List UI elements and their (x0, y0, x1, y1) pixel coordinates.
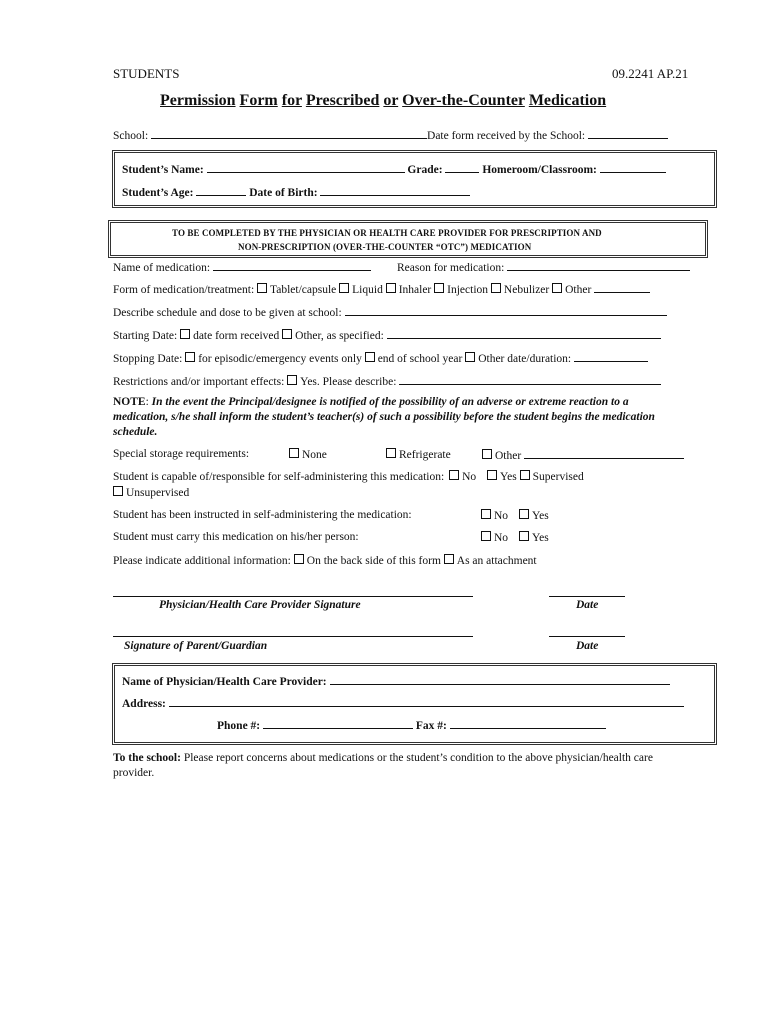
tablet-option: Tablet/capsule (270, 284, 337, 296)
storage-none-label: None (302, 449, 327, 461)
grade-field[interactable] (445, 162, 479, 173)
stopping-date-row (113, 351, 648, 365)
self-admin-yes-checkbox[interactable] (487, 470, 497, 480)
school-field[interactable] (151, 128, 427, 139)
inhaler-checkbox[interactable] (386, 283, 396, 293)
page-title (160, 92, 606, 110)
self-admin-no-label: No (462, 471, 477, 483)
storage-other-checkbox[interactable] (482, 449, 492, 459)
physician-section-box (108, 220, 708, 258)
additional-info-label: Please indicate additional information: (113, 555, 291, 567)
storage-other (482, 448, 684, 462)
medication-name-row (113, 260, 371, 274)
address-field[interactable] (169, 696, 684, 707)
storage-refrigerate (386, 448, 451, 461)
fax-label: Fax #: (415, 720, 447, 732)
other-form-option: Other (565, 284, 592, 296)
back-side-label: On the back side of this form (306, 555, 441, 567)
inhaler-option: Inhaler (398, 284, 432, 296)
address-row (122, 696, 684, 710)
unsupervised-row (113, 486, 189, 499)
instructed-yes-checkbox[interactable] (519, 509, 529, 519)
medication-name-field[interactable] (213, 260, 371, 271)
episodic-checkbox[interactable] (185, 352, 195, 362)
attachment-checkbox[interactable] (444, 554, 454, 564)
phone-label: Phone #: (217, 720, 261, 732)
liquid-option: Liquid (352, 284, 383, 296)
date-received-option: date form received (193, 330, 280, 342)
student-name-field[interactable] (207, 162, 405, 173)
note-label: NOTE (113, 396, 146, 408)
student-name-label: Student’s Name: (122, 164, 204, 176)
schedule-row (113, 305, 667, 319)
instructed-no-checkbox[interactable] (481, 509, 491, 519)
reason-label: Reason for medication: (397, 262, 505, 274)
medication-form-label: Form of medication/treatment: (113, 284, 255, 296)
title-word: Medication (528, 92, 607, 109)
date-received-checkbox[interactable] (180, 329, 190, 339)
footer-label: To the school: (113, 752, 181, 764)
other-form-field[interactable] (594, 282, 650, 293)
note-line3: schedule. (113, 426, 158, 438)
storage-other-field[interactable] (524, 448, 684, 459)
footer-text: Please report concerns about medications or the student’s condition to the above physician/health care (183, 752, 653, 764)
restrictions-field[interactable] (399, 374, 661, 385)
restrictions-label: Restrictions and/or important effects: (113, 376, 285, 388)
restrictions-row (113, 374, 661, 388)
grade-label: Grade: (407, 164, 443, 176)
provider-name-field[interactable] (330, 674, 670, 685)
self-admin-row (113, 470, 584, 483)
title-word: Form (239, 92, 278, 109)
phone-field[interactable] (263, 718, 413, 729)
start-other-field[interactable] (387, 328, 661, 339)
stop-other-field[interactable] (574, 351, 648, 362)
fax-field[interactable] (450, 718, 606, 729)
physician-header-line1: TO BE COMPLETED BY THE PHYSICIAN OR HEALTH CARE PROVIDER FOR PRESCRIPTION AND (172, 228, 602, 238)
physician-signature-label: Physician/Health Care Provider Signature (159, 599, 361, 611)
student-info-box (112, 150, 717, 208)
provider-name-label: Name of Physician/Health Care Provider: (122, 676, 327, 688)
stop-other-checkbox[interactable] (465, 352, 475, 362)
note-line1: NOTE: In the event the Principal/designee is notified of the possibility of an adverse or extreme reaction to a (113, 396, 629, 408)
other-form-checkbox[interactable] (552, 283, 562, 293)
title-word: or (383, 92, 399, 109)
start-other-checkbox[interactable] (282, 329, 292, 339)
carry-yes-checkbox[interactable] (519, 531, 529, 541)
carry-options (481, 531, 549, 544)
title-word: Over-the-Counter (402, 92, 525, 109)
starting-date-label: Starting Date: (113, 330, 178, 342)
episodic-option: for episodic/emergency events only (198, 353, 362, 365)
title-word: Permission (160, 92, 236, 109)
reason-field[interactable] (507, 260, 690, 271)
title-word: Prescribed (305, 92, 380, 109)
footer-note-line2: provider. (113, 767, 155, 779)
storage-none-checkbox[interactable] (289, 448, 299, 458)
phone-fax-row (217, 718, 606, 732)
unsupervised-checkbox[interactable] (113, 486, 123, 496)
attachment-label: As an attachment (456, 555, 537, 567)
homeroom-label: Homeroom/Classroom: (482, 164, 597, 176)
self-admin-yes-label: Yes (500, 471, 517, 483)
schedule-label: Describe schedule and dose to be given at school: (113, 307, 342, 319)
injection-option: Injection (447, 284, 489, 296)
supervised-label: Supervised (532, 471, 584, 483)
parent-date-line[interactable] (549, 636, 625, 637)
end-of-year-checkbox[interactable] (365, 352, 375, 362)
instructed-options (481, 509, 549, 522)
additional-info-row (113, 554, 537, 567)
starting-date-row (113, 328, 661, 342)
physician-signature-line[interactable] (113, 596, 473, 597)
carry-yes-label: Yes (531, 532, 549, 544)
refrigerate-label: Refrigerate (399, 449, 451, 461)
start-other-option: Other, as specified: (295, 330, 384, 342)
student-row-1 (122, 162, 666, 176)
injection-checkbox[interactable] (434, 283, 444, 293)
provider-name-row (122, 674, 670, 688)
unsupervised-label: Unsupervised (126, 487, 190, 499)
schedule-field[interactable] (345, 305, 667, 316)
storage-none (289, 448, 327, 461)
medication-form-row (113, 282, 650, 296)
student-age-label: Student’s Age: (122, 187, 194, 199)
instructed-no-label: No (494, 510, 509, 522)
dob-label: Date of Birth: (249, 187, 318, 199)
parent-signature-line[interactable] (113, 636, 473, 637)
note-line2: medication, s/he shall inform the student’s teacher(s) of such a possibility before the student begins the medication (113, 411, 655, 423)
end-of-year-option: end of school year (377, 353, 463, 365)
physician-header-line2: NON-PRESCRIPTION (OVER-THE-COUNTER “OTC”) MEDICATION (238, 242, 532, 252)
carry-no-checkbox[interactable] (481, 531, 491, 541)
date-received-field[interactable] (588, 128, 668, 139)
restrictions-yes-option: Yes. Please describe: (300, 376, 397, 388)
student-age-field[interactable] (196, 185, 246, 196)
reason-row (397, 260, 690, 274)
note-text: In the event the Principal/designee is notified of the possibility of an adverse or extreme reaction to a (151, 396, 629, 408)
tablet-checkbox[interactable] (257, 283, 267, 293)
school-label: School: (113, 130, 149, 142)
self-admin-label: Student is capable of/responsible for self-administering this medication: (113, 471, 445, 483)
address-label: Address: (122, 698, 166, 710)
school-row (113, 128, 668, 142)
title-word: for (281, 92, 302, 109)
student-row-2 (122, 185, 470, 199)
nebulizer-checkbox[interactable] (491, 283, 501, 293)
section-header: STUDENTS (113, 66, 180, 81)
storage-other-label: Other (495, 450, 522, 462)
instructed-label: Student has been instructed in self-administering the medication: (113, 509, 412, 521)
back-side-checkbox[interactable] (294, 554, 304, 564)
date-received-label: Date form received by the School: (427, 130, 586, 142)
refrigerate-checkbox[interactable] (386, 448, 396, 458)
policy-number: 09.2241 AP.21 (612, 66, 689, 81)
storage-label: Special storage requirements: (113, 448, 250, 460)
homeroom-field[interactable] (600, 162, 666, 173)
footer-note-line1 (113, 752, 653, 764)
physician-date-line[interactable] (549, 596, 625, 597)
instructed-yes-label: Yes (531, 510, 549, 522)
physician-date-label: Date (576, 599, 599, 611)
stopping-date-label: Stopping Date: (113, 353, 183, 365)
stop-other-option: Other date/duration: (478, 353, 572, 365)
carry-label: Student must carry this medication on his/her person: (113, 531, 359, 543)
restrictions-yes-checkbox[interactable] (287, 375, 297, 385)
liquid-checkbox[interactable] (339, 283, 349, 293)
parent-signature-label: Signature of Parent/Guardian (124, 640, 268, 652)
dob-field[interactable] (320, 185, 470, 196)
supervised-checkbox[interactable] (520, 470, 530, 480)
nebulizer-option: Nebulizer (503, 284, 550, 296)
medication-name-label: Name of medication: (113, 262, 211, 274)
self-admin-no-checkbox[interactable] (449, 470, 459, 480)
carry-no-label: No (494, 532, 509, 544)
parent-date-label: Date (576, 640, 599, 652)
